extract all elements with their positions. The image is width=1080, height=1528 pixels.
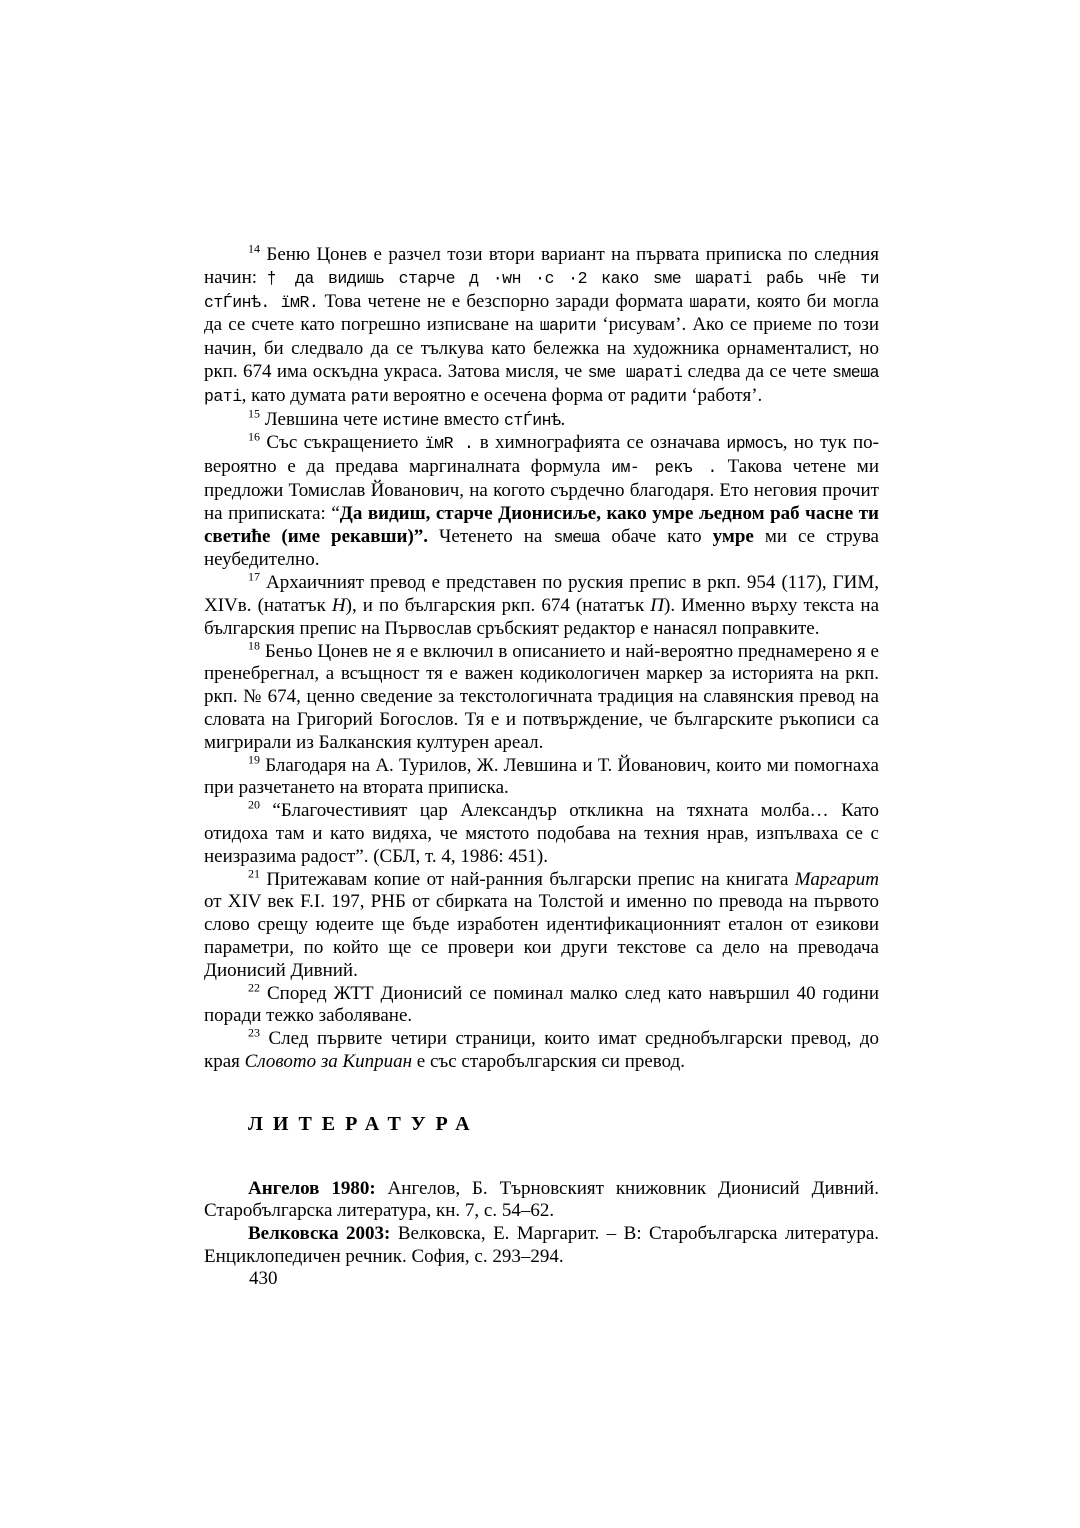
text-segment: “Благочестивият цар Александър откликна на тяхната молба… Като отидоха там и като видяха, че мястото подобава на техния нрав, изпълваха се с неизразима радост”. (СБЛ, т. 4, 1986: 451).: [204, 800, 879, 867]
text-segment: Маргарит: [794, 868, 879, 890]
text-segment: , като думата: [241, 384, 351, 406]
text-segment: следва да се чете: [682, 360, 832, 382]
text-segment: ѕмеша раті: [204, 362, 879, 406]
footnote-22: [204, 980, 879, 1029]
text-segment: П: [650, 594, 665, 616]
text-segment: Според ЖТТ Дионисий се поминал малко след като навършил 40 години поради тежко заболяване.: [204, 982, 879, 1027]
text-segment: , но тук по-вероятно е да предава маргиналната формула: [204, 432, 879, 478]
text-segment: ‘рисувам’. Ако се приеме по този начин, би следвало да се тълкува като бележка на художника орнаменталист, но ркп. 674 има оскъдна украса. Затова мисля, че: [204, 314, 880, 382]
text-segment: истине: [382, 410, 439, 430]
footnote-number: 15: [248, 406, 260, 421]
text-segment: ). Именно върху текста на българския препис на Първослав сръбският редактор е нанасял поправките.: [204, 594, 880, 639]
text-segment: Такова четене ми предложи Томислав Йованович, на когото сърдечно благодаря. Ето неговия прочит на приписката: “: [204, 456, 879, 524]
text-segment: Велковска, Е. Маргарит. – В: Старобългарска литература. Енциклопедичен речник. София, с. 293–294.: [204, 1223, 880, 1268]
text-segment: ми се струва неубедително.: [204, 525, 879, 571]
text-segment: Притежавам копие от най-ранния български препис на книгата: [266, 868, 795, 890]
footnote-14: [204, 241, 880, 409]
text-segment: от XIV век F.I. 197, РНБ от сбирката на Толстой и именно по превода на първото слово срещу юдеите ще бъде изработен идентификационният еталон от езикови параметри, по който ще се провери кои други текстове са дело на преводача Дионисий Дивний.: [204, 891, 879, 981]
text-segment: Велковска 2003:: [248, 1223, 391, 1245]
footnote-number: 22: [248, 980, 260, 995]
footnote-number: 14: [248, 241, 260, 256]
footnote-number: 16: [248, 430, 260, 445]
footnote-19: [204, 752, 879, 801]
text-segment: Със съкращението: [266, 432, 425, 454]
footnote-15: [204, 406, 879, 433]
text-segment: ‘работя’.: [686, 384, 763, 406]
text-segment: умре: [712, 525, 754, 547]
text-segment: Да видиш, старче Дионисиље, како умре љедном раб часне ти светиће (име рекавши)”.: [204, 502, 879, 547]
text-segment: , която би могла да се счете като погрешно изписване на: [204, 290, 879, 336]
text-segment: стЃинѣ: [504, 410, 561, 430]
text-segment: ѕмеша: [553, 527, 601, 547]
text-segment: шарати: [689, 292, 746, 312]
footnote-21: [204, 866, 879, 983]
text-segment: Словото за Киприан: [244, 1050, 413, 1072]
text-segment: Ангелов, Б. Търновският книжовник Дионисий Дивний. Старобългарска литература, кн. 7, с. 54–62.: [204, 1177, 879, 1222]
footnote-number: 17: [248, 569, 260, 584]
text-segment: ѕме шараті: [587, 362, 683, 382]
text-segment: ), и по българския ркп. 674 (нататък: [345, 594, 651, 616]
page-number: 430: [249, 1268, 278, 1289]
text-segment: Н: [331, 594, 346, 616]
literature-entries: [204, 1178, 879, 1269]
text-segment: ïмR .: [424, 434, 474, 454]
text-segment: Благодаря на А. Турилов, Ж. Левшина и Т. Йованович, които ми помогнаха при разчетането на втората приписка.: [204, 754, 879, 799]
text-segment: Четенето на: [428, 525, 554, 547]
text-segment: в химнографията се означава: [473, 432, 727, 454]
footnote-number: 18: [248, 638, 260, 653]
text-segment: Архаичният превод е представен по руския препис в ркп. 954 (117), ГИМ, XIVв. (нататък: [204, 572, 879, 616]
footnote-number: 21: [248, 866, 260, 881]
footnote-16: [204, 432, 879, 572]
page-content: [204, 241, 880, 1269]
footnote-number: 19: [248, 752, 260, 767]
text-segment: рати: [350, 386, 389, 406]
literature-heading: ЛИТЕРАТУРА: [248, 1112, 480, 1135]
text-segment: Ангелов 1980:: [248, 1177, 376, 1199]
text-segment: вместо: [438, 408, 505, 430]
text-segment: Беню Цонев е разчел този втори вариант на първата приписка по следния начин:: [204, 244, 880, 288]
text-segment: шарити: [539, 316, 597, 336]
literature-section: [204, 1112, 879, 1269]
footnotes-section: [204, 241, 880, 1074]
footnote-20: [204, 797, 879, 868]
text-segment: им- рекъ .: [611, 458, 717, 478]
text-segment: ирмосъ: [726, 434, 783, 454]
footnote-23: [204, 1025, 880, 1074]
text-segment: обаче като: [600, 525, 713, 547]
text-segment: е със старобългарския си превод.: [412, 1050, 686, 1072]
text-segment: вероятно е осечена форма от: [388, 384, 631, 406]
literature-entry-2: [204, 1223, 879, 1269]
text-segment: След първите четири страници, които имат среднобългарски превод, до края: [204, 1028, 880, 1072]
literature-entry-1: [204, 1178, 879, 1224]
text-segment: † да видишь старче д ·wн ·с ·2 како ѕме шараті рабь чн҃е ти стЃинѣ. ïмR.: [204, 268, 879, 312]
footnote-18: [204, 638, 879, 755]
text-segment: радити: [630, 386, 687, 406]
footnote-17: [204, 569, 880, 640]
footnote-number: 20: [248, 797, 260, 812]
footnote-number: 23: [248, 1025, 260, 1040]
text-segment: Левшина чете: [264, 408, 383, 430]
text-segment: .: [560, 408, 566, 430]
text-segment: Беньо Цонев не я е включил в описанието и най-вероятно преднамерено я е пренебрегнал, а всъщност тя е важен кодикологичен маркер за историята на ркп. ркп. № 674, ценно сведение за текстологичната традиция на славянския превод на словата на Григорий Богослов. Тя е и потвърждение, че българските ръкописи са мигрирали из Балканския културен ареал.: [204, 640, 879, 753]
text-segment: Това четене не е безспорно заради формата: [318, 290, 690, 312]
